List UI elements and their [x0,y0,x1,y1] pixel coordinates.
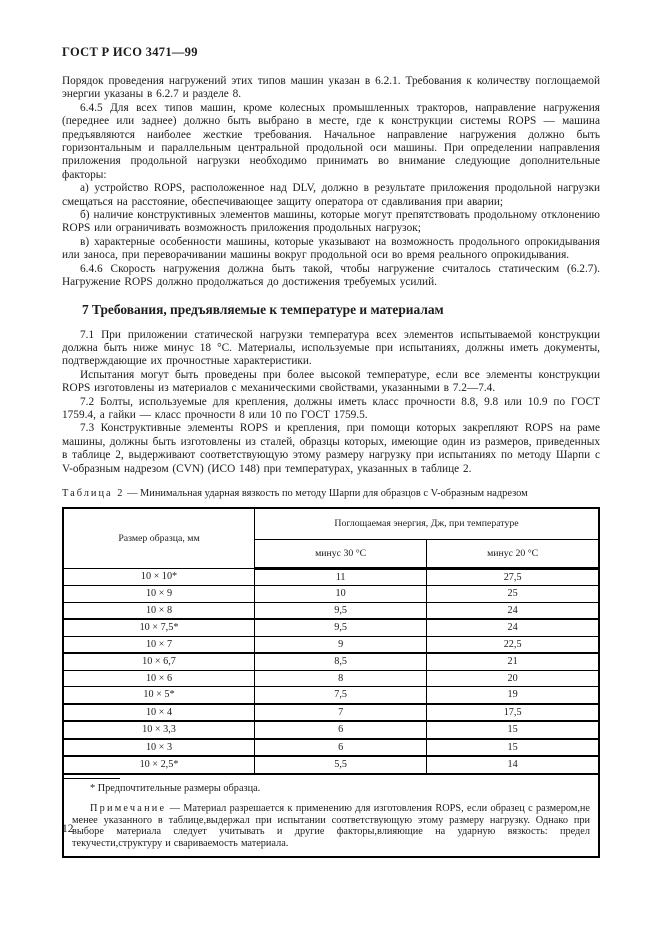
table-row [63,704,599,722]
table-row [63,653,599,670]
table-header-row [63,508,599,540]
cell-size: 10 × 6,7 [63,653,255,670]
list-item-b: б) наличие конструктивных элементов машины, которые могут препятствовать продольному отклонению ROPS или ограничивать возможность приложения продольных нагрузок; [62,209,600,235]
footnote-text: * Предпочтительные размеры образца. [90,782,261,794]
column-header-size: Размер образца, мм [63,508,255,569]
cell-energy-20: 15 [427,721,599,739]
paragraph-7-1-cont: Испытания могут быть проведены при более высокой температуре, если все элементы конструкции ROPS изготовлены из материалов с механическими свойствами, указанными в 7.2—7.4. [62,368,600,395]
paragraph-7-1: 7.1 При приложении статической нагрузки температура всех элементов испытываемой конструкции должна быть ниже минус 18 °С. Материалы, используемые при испытаниях, должны иметь документы, подтверждающие их прочностные характеристики. [62,328,600,368]
cell-energy-20: 21 [427,653,599,670]
table-row [63,670,599,687]
column-header-minus30: минус 30 °С [255,539,427,568]
cell-energy-30: 11 [255,568,427,586]
table-foot [63,774,599,857]
cell-energy-20: 20 [427,670,599,687]
column-header-minus20: минус 20 °С [427,539,599,568]
cell-energy-30: 8,5 [255,653,427,670]
table-row [63,568,599,586]
cell-energy-30: 5,5 [255,756,427,774]
column-header-energy: Поглощаемая энергия, Дж, при температуре [255,508,600,540]
cell-energy-20: 19 [427,687,599,704]
table-row [63,586,599,603]
charpy-impact-table [62,507,600,858]
table-row [63,602,599,619]
cell-energy-20: 24 [427,619,599,636]
note-text: — Материал разрешается к применению для изготовления ROPS, если образец с размером,не менее указанного в таблице,выдержал при испытании соответствующую этому размеру нагрузку. Однако при выборе материала следует учитывать и другие факторы,влияющие на ударную вязкость: предел текучести,структуру и свариваемость материала. [72,802,590,849]
cell-energy-20: 14 [427,756,599,774]
cell-energy-20: 25 [427,586,599,603]
table-note [72,803,590,849]
cell-size: 10 × 10* [63,568,255,586]
list-item-a: а) устройство ROPS, расположенное над DLV, должно в результате приложения продольной нагрузки смещаться на расстояние, обеспечивающее защиту оператора от сдавливания при аварии; [62,182,600,208]
paragraph-6-4-6: 6.4.6 Скорость нагружения должна быть такой, чтобы нагружение считалось статическим (6.2.7). Нагружение ROPS должно продолжаться до достижения требуемых усилий. [62,262,600,289]
cell-energy-20: 17,5 [427,704,599,722]
cell-size: 10 × 7 [63,636,255,653]
cell-energy-20: 15 [427,739,599,757]
table-row [63,721,599,739]
cell-energy-30: 9,5 [255,619,427,636]
cell-size: 10 × 3 [63,739,255,757]
footnote-rule [64,778,120,779]
table-row [63,636,599,653]
paragraph-7-2: 7.2 Болты, используемые для крепления, должны иметь класс прочности 8.8, 9.8 или 10.9 по ГОСТ 1759.4, а гайки — класс прочности 8 или 10 по ГОСТ 1759.5. [62,395,600,421]
cell-size: 10 × 5* [63,687,255,704]
table-head [63,508,599,569]
table-body [63,568,599,774]
cell-size: 10 × 6 [63,670,255,687]
cell-size: 10 × 4 [63,704,255,722]
cell-energy-30: 10 [255,586,427,603]
cell-size: 10 × 9 [63,586,255,603]
cell-energy-20: 22,5 [427,636,599,653]
table-row [63,739,599,757]
list-item-v: в) характерные особенности машины, которые указывают на возможность продольного опрокидывания или заноса, при переворачивании машины вокруг продольной оси во время реального опрокидывания. [62,235,600,262]
paragraph-6-4-5: 6.4.5 Для всех типов машин, кроме колесных промышленных тракторов, направление нагружения (переднее или заднее) должно быть выбрано в месте, где к конструкции системы ROPS — машина предъявляются наиболее жесткие требования. Начальное направление нагружения должно быть горизонтальным и параллельным центральной продольной оси машины. При определении направления приложения продольной нагрузки необходимо принимать во внимание следующие дополнительные факторы: [62,101,600,181]
section-7-heading: 7 Требования, предъявляемые к температуре и материалам [82,301,444,317]
cell-energy-20: 24 [427,602,599,619]
paragraph-7-3: 7.3 Конструктивные элементы ROPS и крепления, при помощи которых закрепляют ROPS на раме машины, должны быть изготовлены из сталей, образцы которых, имеющие один из размеров, приведенных в таблице 2, выдерживают соответствующую этому размеру нагрузку при испытаниях по методу Шарпи с V-образным надрезом (CVN) (ИСО 148) при температурах, указанных в таблице 2. [62,422,600,475]
cell-size: 10 × 3,3 [63,721,255,739]
cell-energy-30: 6 [255,739,427,757]
cell-energy-30: 8 [255,670,427,687]
cell-size: 10 × 2,5* [63,756,255,774]
page-number: 12 [62,823,74,835]
cell-size: 10 × 7,5* [63,619,255,636]
cell-energy-20: 27,5 [427,568,599,586]
cell-energy-30: 9 [255,636,427,653]
doc-standard-header: ГОСТ Р ИСО 3471—99 [62,45,198,59]
page-content [62,45,600,858]
cell-energy-30: 9,5 [255,602,427,619]
table-row [63,619,599,636]
table-caption-label: Таблица 2 [62,487,125,499]
cell-size: 10 × 8 [63,602,255,619]
cell-energy-30: 7 [255,704,427,722]
table-row [63,756,599,774]
cell-energy-30: 6 [255,721,427,739]
table-footnote-cell [63,774,599,857]
table-row [63,687,599,704]
table-footnote-row [63,774,599,857]
note-label: Примечание [90,802,167,814]
paragraph-continuation: Порядок проведения нагружений этих типов машин указан в 6.2.1. Требования к количеству поглощаемой энергии указаны в 6.2.7 и разделе 8. [62,75,600,101]
table-caption-text: — Минимальная ударная вязкость по методу Шарпи для образцов с V-образным надрезом [127,487,528,499]
table-caption [62,488,600,499]
cell-energy-30: 7,5 [255,687,427,704]
